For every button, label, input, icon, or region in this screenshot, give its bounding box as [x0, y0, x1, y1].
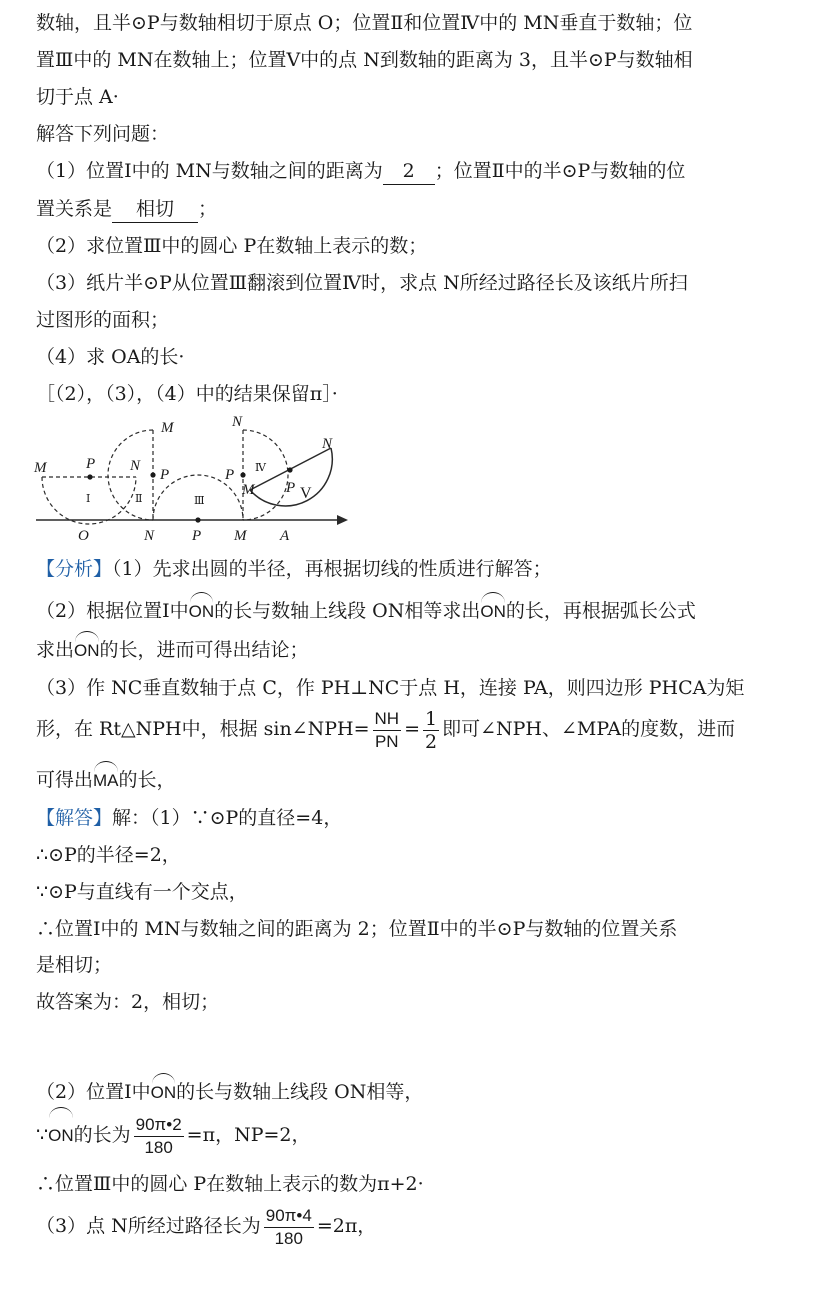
label-M4: M: [242, 482, 255, 498]
analysis-line-4: （3）作 NC垂直数轴于点 C，作 PH⊥NC于点 H，连接 PA，则四边形 PHCA为矩: [36, 677, 745, 699]
arc-on-2: ON: [480, 599, 506, 625]
question-1-cont: [36, 196, 217, 223]
question-4: （4）求 OA的长·: [36, 346, 185, 368]
center-point-4: [240, 472, 245, 477]
arc-on-solution-2: ON: [48, 1114, 74, 1158]
center-point-5: [287, 467, 292, 472]
label-position-II: Ⅱ: [135, 493, 143, 505]
arc-on: ON: [189, 599, 215, 625]
solution-line-9: ∴位置Ⅲ中的圆心 P在数轴上表示的数为π+2·: [36, 1173, 424, 1195]
fraction-2-denominator: 180: [274, 1228, 303, 1248]
analysis-text-6b: 的长，: [118, 769, 176, 791]
problem-line-2: 置Ⅲ中的 MN在数轴上；位置Ⅴ中的点 N到数轴的距离为 3，且半⊙P与数轴相: [36, 49, 693, 71]
fraction-half: [423, 708, 439, 753]
label-M-bottom: M: [234, 528, 247, 544]
axis-arrow: [337, 515, 348, 525]
fraction-1-denominator: 180: [144, 1137, 173, 1157]
solution-line-2: ∴⊙P的半径=2，: [36, 844, 181, 866]
analysis-tag: 【分析】: [36, 558, 113, 580]
analysis-text-3a: 求出: [36, 639, 75, 661]
solution-line-3: ∵⊙P与直线有一个交点，: [36, 881, 248, 903]
analysis-text-2c: 的长，再根据弧长公式: [505, 600, 696, 622]
analysis-equals: =: [404, 718, 420, 740]
analysis-text-5c: 即可∠NPH、∠MPA的度数，进而: [442, 718, 736, 740]
solution-line-10: [36, 1204, 376, 1250]
fraction-arc-length-1: [134, 1114, 184, 1159]
solution-text-8c: =π，NP=2，: [186, 1124, 311, 1146]
label-N-bottom: N: [144, 528, 155, 544]
label-M2: M: [161, 420, 174, 436]
solution-text-7a: （2）位置Ⅰ中: [36, 1081, 151, 1103]
question-3-line-2: 过图形的面积；: [36, 309, 170, 331]
answer-blank-distance: 2: [383, 158, 435, 185]
half-circle-position-5: [250, 448, 332, 506]
label-M1: M: [34, 460, 47, 476]
fraction-half-denominator: 2: [424, 730, 438, 753]
label-P-bottom: P: [192, 528, 202, 544]
label-position-V: V: [300, 485, 312, 502]
fraction-1-numerator: 90π•2: [134, 1114, 184, 1137]
solution-text-8a: ∵: [36, 1124, 49, 1146]
label-O: O: [78, 528, 89, 544]
analysis-line-6: [36, 767, 176, 794]
fraction-arc-length-2: [264, 1205, 314, 1250]
solution-text-10b: =2π，: [316, 1215, 377, 1237]
label-position-III: Ⅲ: [194, 495, 205, 507]
center-point-2: [150, 472, 155, 477]
answer-blank-relation: 相切: [112, 196, 198, 223]
label-N4: N: [232, 414, 243, 430]
analysis-line-3: [36, 637, 309, 664]
solution-text-7b: 的长与数轴上线段 ON相等，: [176, 1081, 424, 1103]
problem-line-3: 切于点 A·: [36, 86, 119, 108]
label-P2: P: [160, 467, 170, 483]
question-3-line-1: （3）纸片半⊙P从位置Ⅲ翻滚到位置Ⅳ时，求点 N所经过路径长及该纸片所扫: [36, 272, 688, 294]
arc-on-solution: ON: [151, 1080, 177, 1106]
analysis-line-2: [36, 598, 696, 625]
question-2: （2）求位置Ⅲ中的圆心 P在数轴上表示的数；: [36, 235, 428, 257]
question-1-text-d: ；: [198, 198, 218, 220]
solution-line-6: 故答案为：2，相切；: [36, 991, 220, 1013]
solution-line-4: ∴位置Ⅰ中的 MN与数轴之间的距离为 2；位置Ⅱ中的半⊙P与数轴的位置关系: [36, 918, 678, 940]
question-1-text-a: （1）位置Ⅰ中的 MN与数轴之间的距离为: [36, 160, 383, 182]
fraction-nh-pn: [373, 708, 402, 753]
fraction-2-numerator: 90π•4: [264, 1205, 314, 1228]
solution-line-1: [36, 805, 342, 831]
label-position-IV: Ⅳ: [255, 462, 266, 474]
solution-text-1: 解：（1）∵⊙P的直径=4，: [112, 807, 343, 829]
analysis-line-1: [36, 556, 552, 582]
fraction-numerator: NH: [373, 708, 402, 731]
question-1: [36, 158, 685, 185]
label-P5: P: [286, 480, 296, 496]
problem-line-1: 数轴，且半⊙P与数轴相切于原点 O；位置Ⅱ和位置Ⅳ中的 MN垂直于数轴；位: [36, 12, 693, 34]
analysis-text-5a: 形，在 Rt△NPH中，根据 sin∠NPH=: [36, 718, 370, 740]
arc-on-3: ON: [74, 638, 100, 664]
question-1-text-c: 置关系是: [36, 198, 113, 220]
arc-ma: MA: [93, 768, 119, 794]
analysis-text-6a: 可得出: [36, 769, 94, 791]
analysis-text-2a: （2）根据位置Ⅰ中: [36, 600, 189, 622]
geometry-figure: [30, 412, 360, 548]
analysis-text-1: （1）先求出圆的半径，再根据切线的性质进行解答；: [112, 558, 552, 580]
solution-text-8b: 的长为: [73, 1124, 131, 1146]
fraction-half-numerator: 1: [424, 707, 438, 730]
solution-line-8: [36, 1113, 310, 1159]
label-N5: N: [322, 436, 333, 452]
label-position-I: Ⅰ: [86, 493, 91, 505]
analysis-text-2b: 的长与数轴上线段 ON相等求出: [214, 600, 481, 622]
label-P4: P: [225, 467, 235, 483]
pi-note: ［（2），（3），（4）中的结果保留π］·: [36, 383, 338, 405]
label-A: A: [280, 528, 290, 544]
center-point-3: [195, 517, 200, 522]
solution-line-7: [36, 1079, 423, 1106]
center-point-1: [87, 474, 92, 479]
solution-line-5: 是相切；: [36, 954, 113, 976]
analysis-line-5: [36, 707, 735, 753]
fraction-denominator: PN: [374, 731, 399, 751]
label-N2: N: [130, 458, 141, 474]
label-P1: P: [86, 456, 96, 472]
analysis-text-3b: 的长，进而可得出结论；: [99, 639, 309, 661]
problem-instructions: 解答下列问题：: [36, 123, 170, 145]
half-circle-position-2: [108, 430, 153, 520]
solution-text-10a: （3）点 N所经过路径长为: [36, 1215, 261, 1237]
question-1-text-b: ；位置Ⅱ中的半⊙P与数轴的位: [434, 160, 686, 182]
solution-tag: 【解答】: [36, 807, 113, 829]
